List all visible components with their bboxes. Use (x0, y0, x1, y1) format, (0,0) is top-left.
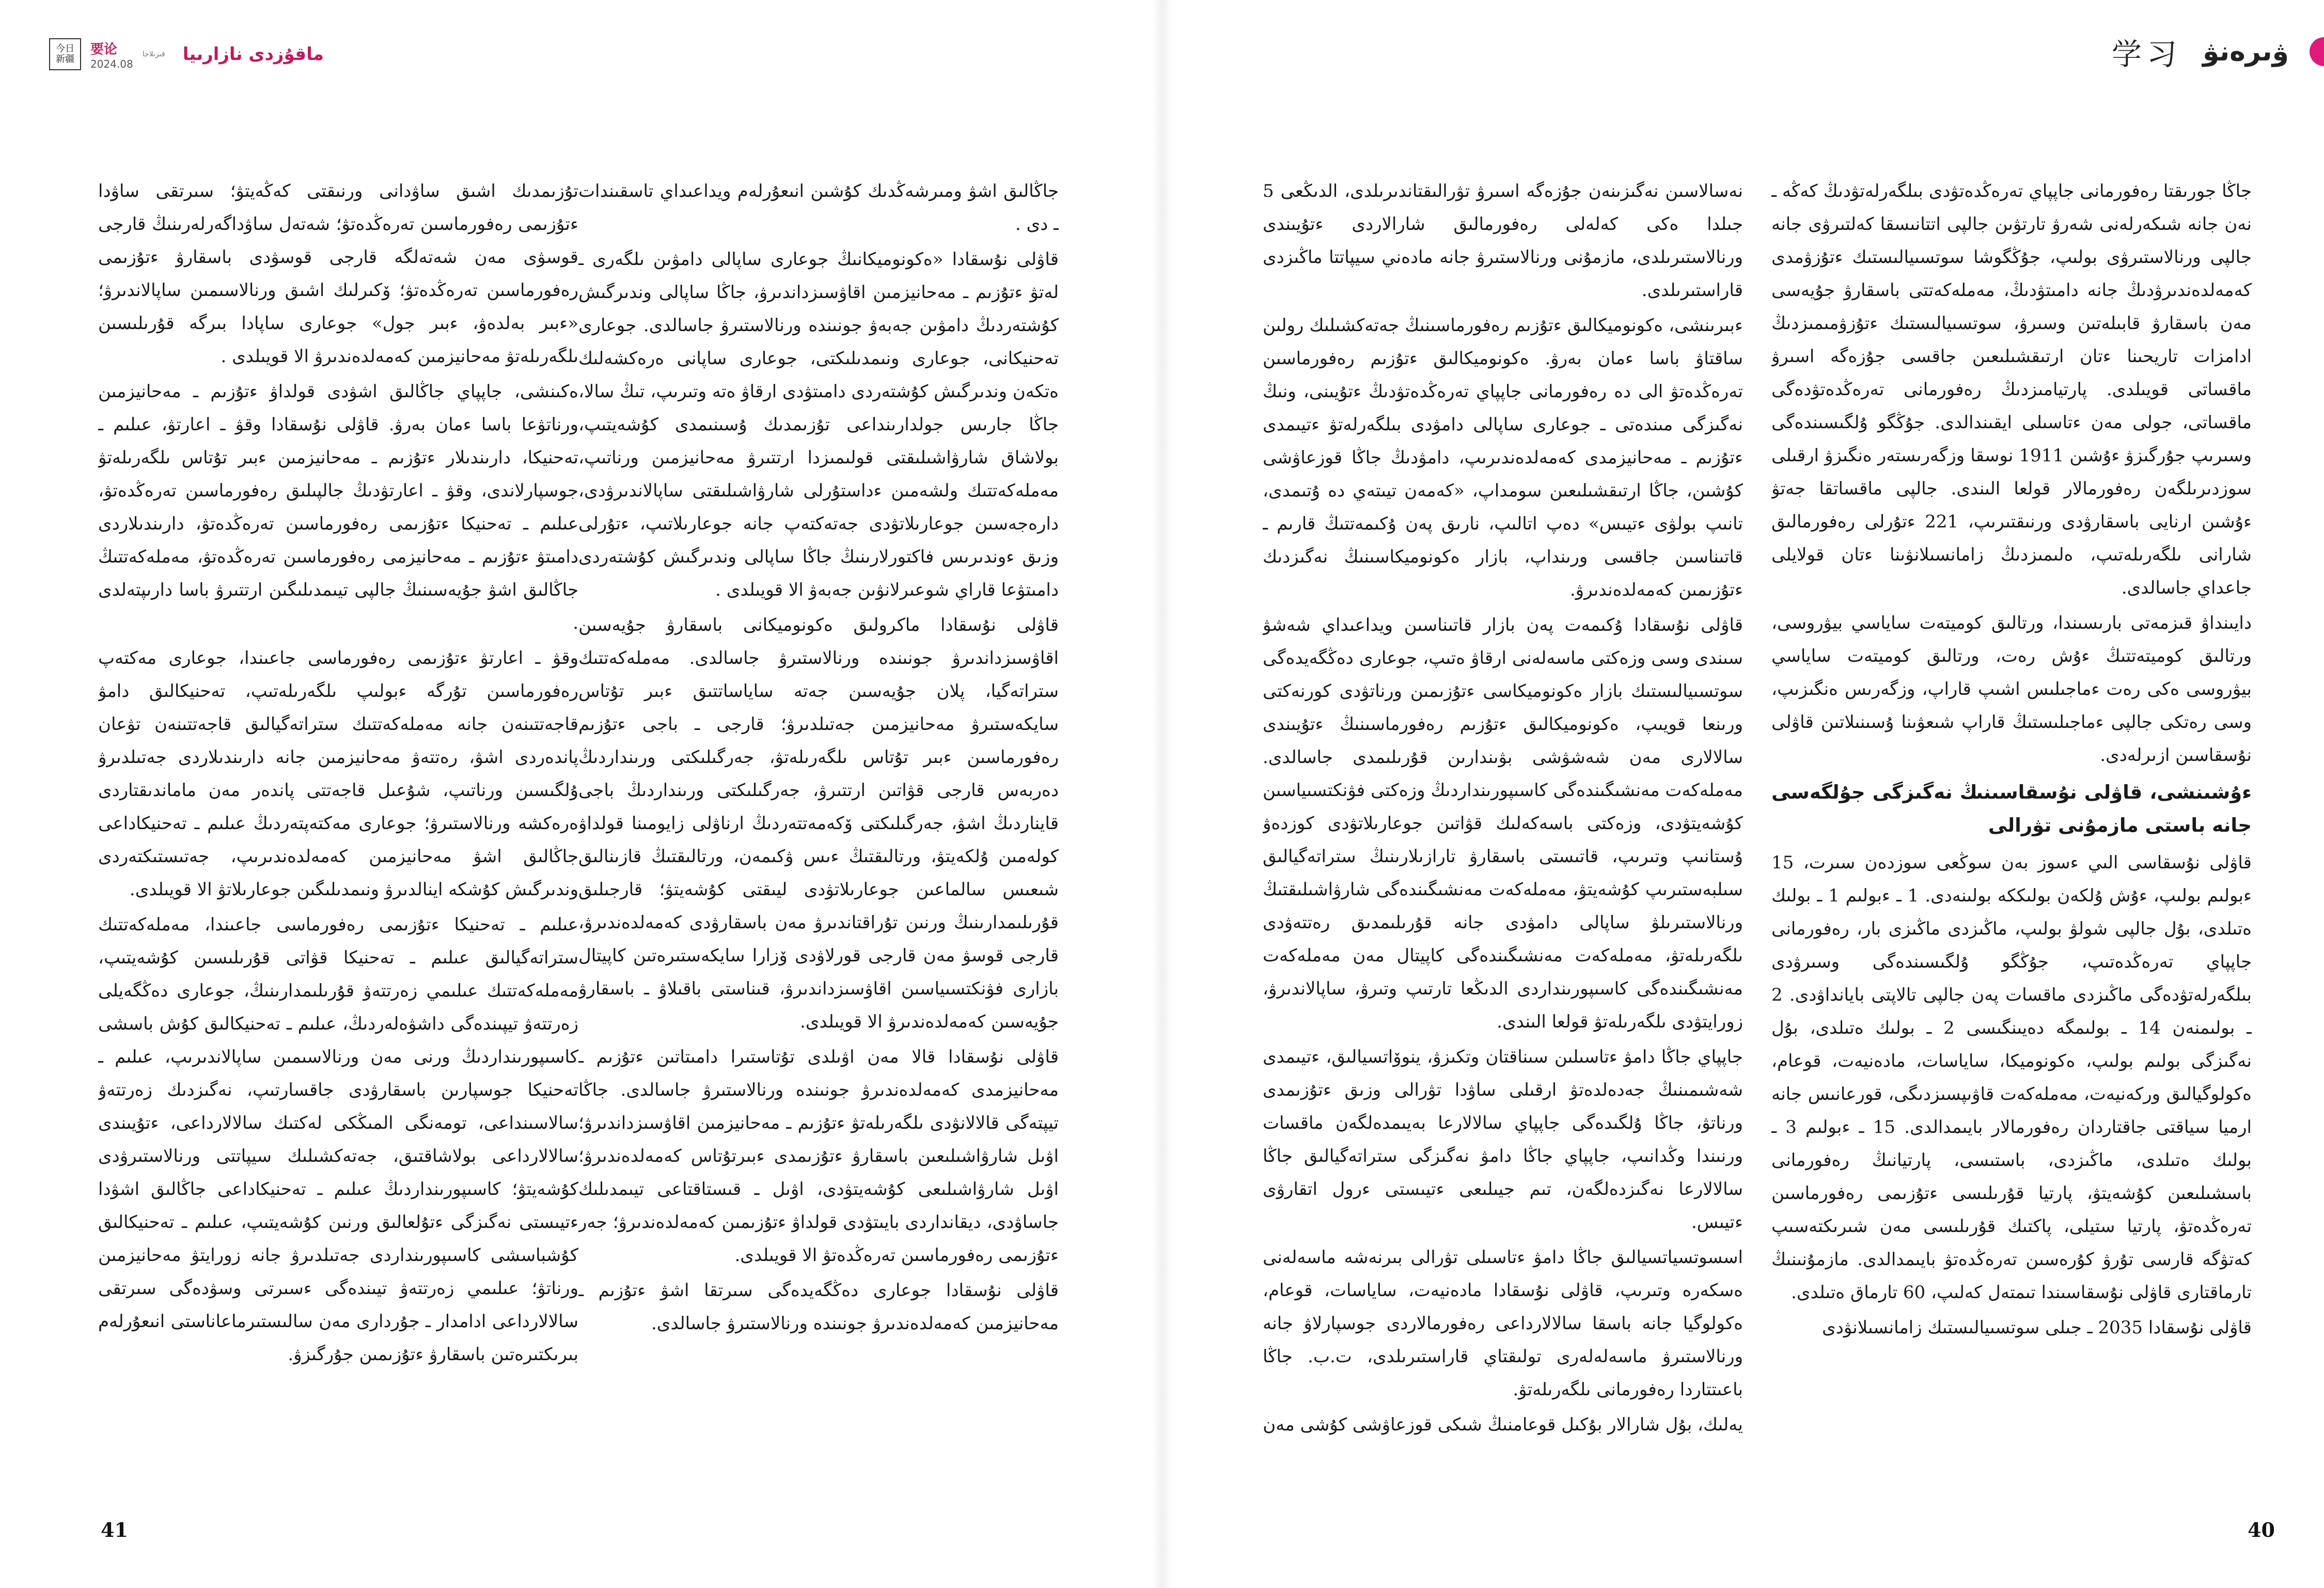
pub-name-small: قىزىلاجا (142, 50, 165, 58)
left-page-column-left (98, 175, 578, 1497)
section-title-cn: 学习 (2111, 37, 2182, 72)
paragraph: وقۋ ـ اعارتۋ ءتۇزىمى رەفورماسى جاعىندا، جوعارى مەكتەپ رەفورماسىن تۇرگە ءبولىپ ىلگەرىلەتىپ، تەحنيكالىق دامۋ قاجەتتىنەن جانە مەملەكەتتىك ستراتەگيالىق قاجەتتىنەن تۋعان پاندەردى اشۋ، رەتتەۋ مەحانيزمىن جانە دارىندىلاردى جەتىلدىرۋ ۇلگىسىن ورناتىپ، شۇعىل قاجەتتى پاندەر مەن ماماندىقتاردى ەرەكشە ورنالاستىرۋ؛ جوعارى مەكتەپتەردىڭ عىلىم ـ تەحنيكاداعى جاڭالىق اشۋ مەحانيزمىن كەمەلدەندىرىپ، جەتىستىكتەردى وندىرگىش كۇشكە اينالدىرۋ ونىمدىلىگىن جوعارىلاتۋ الا قويىلدى. (98, 648, 578, 900)
paragraph: جاڭا جورىقتا رەفورمانى جاپپاي تەرەڭدەتۋدى بىلگەرلەتۋدىڭ كەڭە ـ نەن جانە شىكەرلەنى شەرۋ تارتۋىن جالپى اتتانىسقا كەلتىرۋى جانە جالپى ورنالاستىرۋى بولىپ، جۇڭگوشا سوتسىيالىستىك ءتۇزۋمدى كەمەلدەندىرۋدىڭ جانە دامىتۋدىڭ، مەملەكەتتى باسقارۋ جۇيەسى مەن باسقارۋ قابىلەتىن وسىرۋ، سوتسىيالىستىك ءتۇزۋمىمىزدىڭ ادامزات تاريحىنا ءتان ارتىقشىلىعىن جاقسى جۇزەگە اسىرۋ ماقساتى قويىلدى. پارتيامىزدىڭ رەفورمانى تەرەڭدەتۋدەگى ماقساتى، جولى مەن ءتاسىلى ايقىندالدى. جۇڭگو ۇلگىسىندەگى وسىرىپ جۇرگىزۋ ءۇشىن 1911 نوسقا وزگەرىستەر ەنگىزۋ ارقىلى سوزدىرىلگەن رەفورمالار قولعا الىندى. جالپى ماقساتقا جەتۋ ءۇشىن ارنايى باسقارۋدى ورنىقتىرىپ، 221 ءتۇرلى رەفورمالىق شارانى ىلگەرىلەتىپ، ەلىمىزدىڭ زامانسىلانۋىنا ءتان قولايلى جاعداي جاسالدى. (1771, 181, 2252, 598)
paragraph: قاۋلى نۇسقادا قالا مەن اۋىلدى تۇتاستىرا دامىتاتىن ءتۇزىم ـ مەحانيزمدى كەمەلدەندىرۋ جونىندە ورنالاستىرۋ جاسالدى. جاڭا تيپتەگى قالالانۋدى ىلگەرىلەتۋ ءتۇزىم ـ مەحانيزمىن اقاۋسىزداندىرۋ؛ اۋىل شارۋاشىلىعىن باسقارۋ ءتۇزىمدى ءبىرتۇتاس كەمەلدەندىرۋ؛ اۋىل شارۋاشىلىعى كۇشەيتۋدى، اۋىل ـ قىستاقتاعى تيىمدىلىك جاساۋدى، ديقانداردى بايىتۋدى قولداۋ ءتۇزىمىن كەمەلدەندىرۋ؛ جەر ءتۇزىمى رەفورماسىن تەرەڭدەتۋ الا قويىلدى. (578, 1047, 1059, 1266)
paragraph: دايىنداۋ قىزمەتى بارىسىندا، ورتالىق كوميتەت ساياسي بيۋروسى، ورتالىق كوميتەتتىڭ ءۇش رەت، ورتالىق كوميتەت ساياسي بيۋروسى ەكى رەت ءماجىلىس اشىپ قاراپ، وزگەرىس ەنگىزىپ، وسى رەتكى جالپى ءماجىلىستىڭ قاراپ شىعۋىنا ۇسىنىلاتىن قاۋلى نۇسقاسىن ازىرلەدى. (1771, 613, 2252, 766)
right-page-column-left (1263, 175, 1743, 1497)
left-header-pub (90, 39, 133, 70)
issue-date: 2024.08 (90, 57, 133, 70)
paragraph: ەكىنشى، جاپپاي جاڭالىق اشۋدى قولداۋ ءتۇزىم ـ مەحانيزمىن ورناتۋعا باسا ءمان بەرۋ. قاۋلى نۇسقادا وقۋ ـ اعارتۋ، عىلىم ـ تەحنيكا، دارىندىلار ءتۇزىم ـ مەحانيزمىن ءبىر تۇتاس ىلگەرىلەتۋ جوسپارلاندى، وقۋ ـ اعارتۋدىڭ جالپىلىق رەفورماسىن تەرەڭدەتۋ، عىلىم ـ تەحنيكا ءتۇزىمى رەفورماسىن تەرەڭدەتۋ، دارىندىلاردى دامىتۋ ءتۇزىم ـ مەحانيزمى رەفورماسىن تەرەڭدەتۋ، مەملەكەتتىڭ جاڭالىق اشۋ جۇيەسىنىڭ جالپى تيىمدىلىگىن ارتتىرۋ باسا دارىپتەلدى . (98, 381, 578, 633)
paragraph: قاۋلى نۇسقاسى الىي ءسوز بەن سوڭعى سوزدەن سىرت، 15 ءبولىم بولىپ، ءۇش ۇلكەن بولىككە بولىنەدى. 1 ـ ءبولىم 1 ـ بولىك ەتىلدى، بۇل جالپى شولۋ بولىپ، ماڭىزدى ماڭىزى بار، رەفورمانى جاپپاي تەرەڭدەتىپ، جۇڭگو ۇلگىسىندەگى وسىرۋدى بىلگەرلەتۋدەگى ماڭىزدى ماقسات پەن جالپى تالاپتى بايانداۋدى. 2 ـ بولىمنەن 14 ـ بولىمگە دەيىنگىسى 2 ـ بولىك ەتىلدى، بۇل نەگىزگى بولىم بولىپ، ەكونوميكا، ساياسات، مادەنيەت، قوعام، ەكولوگيالىق وركەنيەت، مەملەكەت قاۋىپسىزدىگى، قورعانىس جانە ارميا سياقتى جاقتاردان رەفورمالار بايىمدالدى. 15 ـ ءبولىم 3 ـ بولىك ەتىلدى، ماڭىزدى، باستىسى، پارتيانىڭ رەفورمانى باسشىلىعىن كۇشەيتۋ، پارتيا قۇرىلىسى ءتۇزىمى رەفورماسىن تەرەڭدەتۋ، پارتيا ستيلى، پاكتىك قۇرىلىسى مەن شىرىكتەسىپ كەتۋگە قارسى تۇرۋ كۇرەسىن تەرەڭدەتۋ بايىمدالدى. مازمۇنىنىڭ تارماقتارى قاۋلى نۇسقاسىندا تىمتەل كەلىپ، 60 تارماق ەتىلدى. (1771, 852, 2252, 1303)
section-title-ug: ۋىرەنۋ (2202, 36, 2289, 67)
magazine-logo (49, 38, 81, 70)
left-page-column-right (578, 175, 1059, 1497)
paragraph: قاۋلى نۇسقادا «ەكونوميكانىڭ جوعارى ساپالى دامۋىن ىلگەرى ـ لەتۋ ءتۇزىم ـ مەحانيزمىن اقاۋسىزداندىرۋ، جاڭا ساپالى وندىرگىش كۇشتەردىڭ دامۋىن جەبەۋ جونىندە ورنالاستىرۋ جاسالدى. جوعارى تەحنيكانى، جوعارى ونىمدىلىكتى، جوعارى ساپانى ەرەكشەلىك ەتكەن وندىرگىش كۇشتەردى دامىتۋدى ارقاۋ ەتە وتىرىپ، تىڭ سالا، جاڭا جارىس جولدارىنداعى تۇزىمدىك ۇسىنىمدى كۇشەيتىپ، بولاشاق شارۋاشىلىقتى قولىمىزدا ارتتىرۋ مەحانيزمىن ورناتىپ، مەملەكەتتىك ولشەمىن ءداستۇرلى شارۋاشىلىقتى ساپالاندىرۋدى، دارەجەسىن جوعارىلاتۋدى جەتەكتەپ جانە جوعارىلاتىپ، ءتۇرلى وزىق ءوندىرىس فاكتورلارىنىڭ جاڭا ساپالى وندىرگىش كۇشتەردى دامىتۋعا قاراي شوعىرلانۋىن جەبەۋ الا قويىلدى . (578, 249, 1059, 600)
section-heading: ءۇشىنشى، قاۋلى نۇسقاسىنىڭ نەگىزگى جۇلگەسى جانە باستى مازمۇنى تۋرالى (1771, 781, 2252, 836)
paragraph: قاۋلى نۇسقادا ماكرولىق ەكونوميكانى باسقارۋ جۇيەسىن اقاۋسىزداندىرۋ جونىندە ورنالاستىرۋ جاسالدى. مەملەكەتتىك ستراتەگيا، پلان جۇيەسىن جەتە ساياساتتىق ءبىر تۇتاس سايكەستىرۋ مەحانيزمىن جەتىلدىرۋ؛ قارجى ـ باجى ءتۇزىم رەفورماسىن ءبىر تۇتاس ىلگەرىلەتۋ، جەرگىلىكتى ورىنداردىڭ دەربەس قارجى قۋاتىن ارتتىرۋ، جەرگىلىكتى ورىنداردىڭ باجى قايناردىڭ اشۋ، جەرگىلىكتى ۆكەمەتتەردىڭ ارناۋلى زايومىنا قولداۋ كولەمىن ۇلكەيتۋ، ورتالىقتىڭ ءىس ۋكىمەن، ورتالىقتىڭ قازىنالىق شىعىس سالماعىن جوعارىلاتۋدى ليىقتى كۇشەيتۋ؛ قارجىلىق قۇرىلىمدارىنىڭ ورنىن تۇراقتاندىرۋ مەن باسقارۋدى كەمەلدەندىرۋ، قارجى قوسۋ مەن قارجى قورلاۋدى ۆزارا سايكەستىرەتىن كاپيتال بازارى فۋنكتسىياسىن اقاۋسىزداندىرۋ، قىناستى باقىلاۋ ـ باسقارۋ جۇيەسىن كەمەلدەندىرۋ الا قويىلدى. (578, 615, 1059, 1032)
left-header (49, 36, 324, 72)
paragraph: يەلىك، بۇل شارالار بۇكىل قوعامنىڭ شىكى قوزعاۋشى كۇشى مەن (1263, 1414, 1743, 1435)
paragraph: قاۋلى نۇسقادا ۇكىمەت پەن بازار قاتىناسىن ويداعىداي شەشۋ سىندى وسى وزەكتى ماسەلەنى ارقاۋ ەتىپ، جوعارى دەڭگەيدەگى سوتسىيالىستىك بازار ەكونوميكاسى ءتۇزىمىن ورناتۋدى كورنەكتى ورىنعا قويىپ، ەكونوميكالىق ءتۇزىم رەفورماسىنىڭ ءتۇيىندى سالالارى مەن شەشۋشى بۋىندارىن قۇرىلىمدى جاسالدى. مەملەكەت مەنشىگىندەگى كاسىپورىنداردىڭ وزەكتى فۋنكتسىياسىن كۇشەيتۋدى، وزەكتى باسەكەلىك قۋاتىن جوعارىلاتۋدى كوزدەۋ ۇستانىپ وتىرىپ، قاتىستى باسقارۋ تارازىلارىنىڭ ستراتەگيالىق سىلبەستىرىپ كۇشەيتۋ، مەملەكەت مەنشىگىندەگى شارۋاشىلىقتىڭ ورنالاستىرىلۋ ساپالى دامۋدى جانە قۇرىلىمدىق رەتتەۋدى ىلگەرىلەتۋ، مەملەكەت مەنشىگىندەگى كاپيتال مەن مەملەكەت مەنشىگىندەگى كاسىپورىنداردى الدىڭعا تارتىپ وتىرۋ، ساپالاندىرۋ، زورايتۋدى ىلگەرىلەتۋ قولعا الىندى. (1263, 615, 1743, 1032)
pub-name-cn: 要论 (90, 41, 118, 57)
logo-line-bottom: 新疆 (56, 54, 74, 65)
section-title-left: ماقۇزدى نازارىيا (182, 44, 324, 65)
paragraph: ءبىرىنشى، ەكونوميكالىق ءتۇزىم رەفورماسىنىڭ جەتەكشىلىك رولىن ساقتاۋ باسا ءمان بەرۋ. ەكونوميكالىق ءتۇزىم رەفورماسىن تەرەڭدەتۋ الى دە رەفورمانى جاپپاي تەرەڭدەتۋدىڭ ءتۇيىنى، ونىڭ نەگىزگى مىندەتى ـ جوعارى ساپالى دامۋدى بىلگەرلەتۋ ءتيىمدى ءتۇزىم ـ مەحانيزمدى كەمەلدەندىرىپ، دامۋدىڭ جاڭا قوزعاۋشى كۇشىن، جاڭا ارتىقشىلىعىن سومداپ، «كەمەن تيىتەي دە ۇتىمدى، تانىپ بولۋى ءتيىس» دەپ اتالىپ، نارىق پەن ۇكىمەتتىڭ قارىم ـ قاتىناسىن جاقسى ورىنداپ، بازار ەكونوميكاسىنىڭ نەگىزدىك ءتۇزىمىن كەمەلدەندىرۋ. (1263, 315, 1743, 600)
right-page-column-right (1771, 175, 2252, 1497)
paragraph: اسسوتسياتسيالىق جاڭا دامۋ ءتاسىلى تۋرالى بىرنەشە ماسەلەنى ەسكەرە وتىرىپ، قاۋلى نۇسقادا مادەنيەت، ساياسات، قوعام، ەكولوگيا جانە باسقا سالالارداعى رەفورمالاردى جوسپارلاۋ جانە ورنالاستىرۋ ماسەلەلەرى تولىقتاي قاراستىرىلدى، ت.ب. جاڭا باعىتتاردا رەفورمانى ىلگەرىلەتۋ. (1263, 1247, 1743, 1400)
right-page (1162, 0, 2324, 1588)
paragraph: نەسالاسىن نەگىزىنەن جۇزەگە اسىرۋ تۋرالىقتاندىرىلدى، الدىڭعى 5 جىلدا ەكى كەلەلى رەفورمالىق شارالاردى ءتۇيىندى ورنالاستىرىلدى، مازمۇنى ورنالاستىرۋ جانە مادەني سيپاتتا ماڭىزدى قاراستىرىلدى. (1263, 181, 1743, 301)
logo-line-top: 今日 (56, 43, 74, 54)
paragraph: جاڭالىق اشۋ ومىرشەڭدىك كۇشىن انىعۇرلەم ويداعىداي تاسقىندات ـ دى . (578, 181, 1059, 235)
paragraph: تۇزىمدىك اشىق ساۋدانى ورنىقتى كەڭەيتۋ؛ سىرتقى ساۋدا ءتۇزىمى رەفورماسىن تەرەڭدەتۋ؛ شەتەل ساۋداگەرلەرىنىڭ قارجى قوسۋى مەن شەتەلگە قارجى قوسۋدى باسقارۋ ءتۇزىمى رەفورماسىن تەرەڭدەتۋ؛ ۆكىرلىك اشىق ورنالاسىمىن ساپالاندىرۋ؛ «ءبىر بەلدەۋ، ءبىر جول» جوعارى ساپادا بىرگە قۇرىلىسىن ىلگەرىلەتۋ مەحانيزمىن كەمەلدەندىرۋ الا قويىلدى . (98, 181, 578, 367)
page-number-left: 41 (101, 1518, 128, 1542)
paragraph: جاپپاي جاڭا دامۋ ءتاسىلىن سىناقتان وتكىزۋ، ينوۆاتسيالىق، ءتيىمدى شەشىمىنىڭ جەدەلدەتۋ ارقىلى ساۋدا تۋرالى وزىق ءتۇزىمدى ورناتۋ، جاڭا ۇلگىدەگى جاپپاي سالالارعا بەيىمدەلگەن ماقسات ورنىندا وڭدانىپ، جاپپاي جاڭا دامۋ نەگىزگى ستراتەگيالىق جاڭا سالالارعا نەگىزدەلگەن، تىم جيىلىعى ءتيىستى ءرول اتقارۋى ءتيىس. (1263, 1047, 1743, 1233)
page-number-right: 40 (2248, 1518, 2275, 1542)
section-marker-dot (2310, 37, 2324, 66)
paragraph: قاۋلى نۇسقادا 2035 ـ جىلى سوتسىيالىستىك زامانسىلانۋدى (1821, 1317, 2252, 1338)
paragraph: قاۋلى نۇسقادا جوعارى دەڭگەيدەگى سىرتقا اشۋ ءتۇزىم ـ مەحانيزمىن كەمەلدەندىرۋ جونىندە ورنالاستىرۋ جاسالدى. (578, 1280, 1059, 1334)
right-header (2112, 28, 2309, 75)
paragraph: عىلىم ـ تەحنيكا ءتۇزىمى رەفورماسى جاعىندا، مەملەكەتتىك ستراتەگيالىق عىلىم ـ تەحنيكا قۋاتى قۇرىلىسىن كۇشەيتىپ، مەملەكەتتىك عىلىمي زەرتتەۋ قۇرىلىمدارىنىڭ، جوعارى دەڭگەيلى زەرتتەۋ تيپىندەگى داشۋەلەردىڭ، عىلىم ـ تەحنيكالىق كۇش باسشى كاسىپورىنداردىڭ ورنى مەن ورنالاسىمىن ساپالاندىرىپ، عىلىم ـ تەحنيكا جوسپارىن باسقارۋدى جاقسارتىپ، نەگىزدىك زەرتتەۋ سالاسىنداعى، تومەنگى المىڭكى لەكتىك سالالارداعى، ءتۇيىندى سالالارداعى بولاشاقتىق، جەتەكشىلىك سيپاتتى ورنالاستىرۋدى كۇشەيتۋ؛ كاسىپورىنداردىڭ عىلىم ـ تەحنيكاداعى جاڭالىق اشۋدا ءتيىستى نەگىزگى ءتۇلعالىق ورنىن كۇشەيتىپ، عىلىم ـ تەحنيكالىق كۇشباسشى كاسىپورىنداردى جەتىلدىرۋ جانە زورايتۋ مەحانيزمىن ورناتۋ؛ عىلىمي زەرتتەۋ تيىندەگى ءسىرتى وسۋدەگى سىرتقى سالالارداعى ادامدار ـ جۇردارى مەن سالىستىرماعاناستى انىعۇرلەم بىرىكتىرەتىن باسقارۋ ءتۇزىمىن جۇرگىزۋ. (98, 914, 578, 1365)
